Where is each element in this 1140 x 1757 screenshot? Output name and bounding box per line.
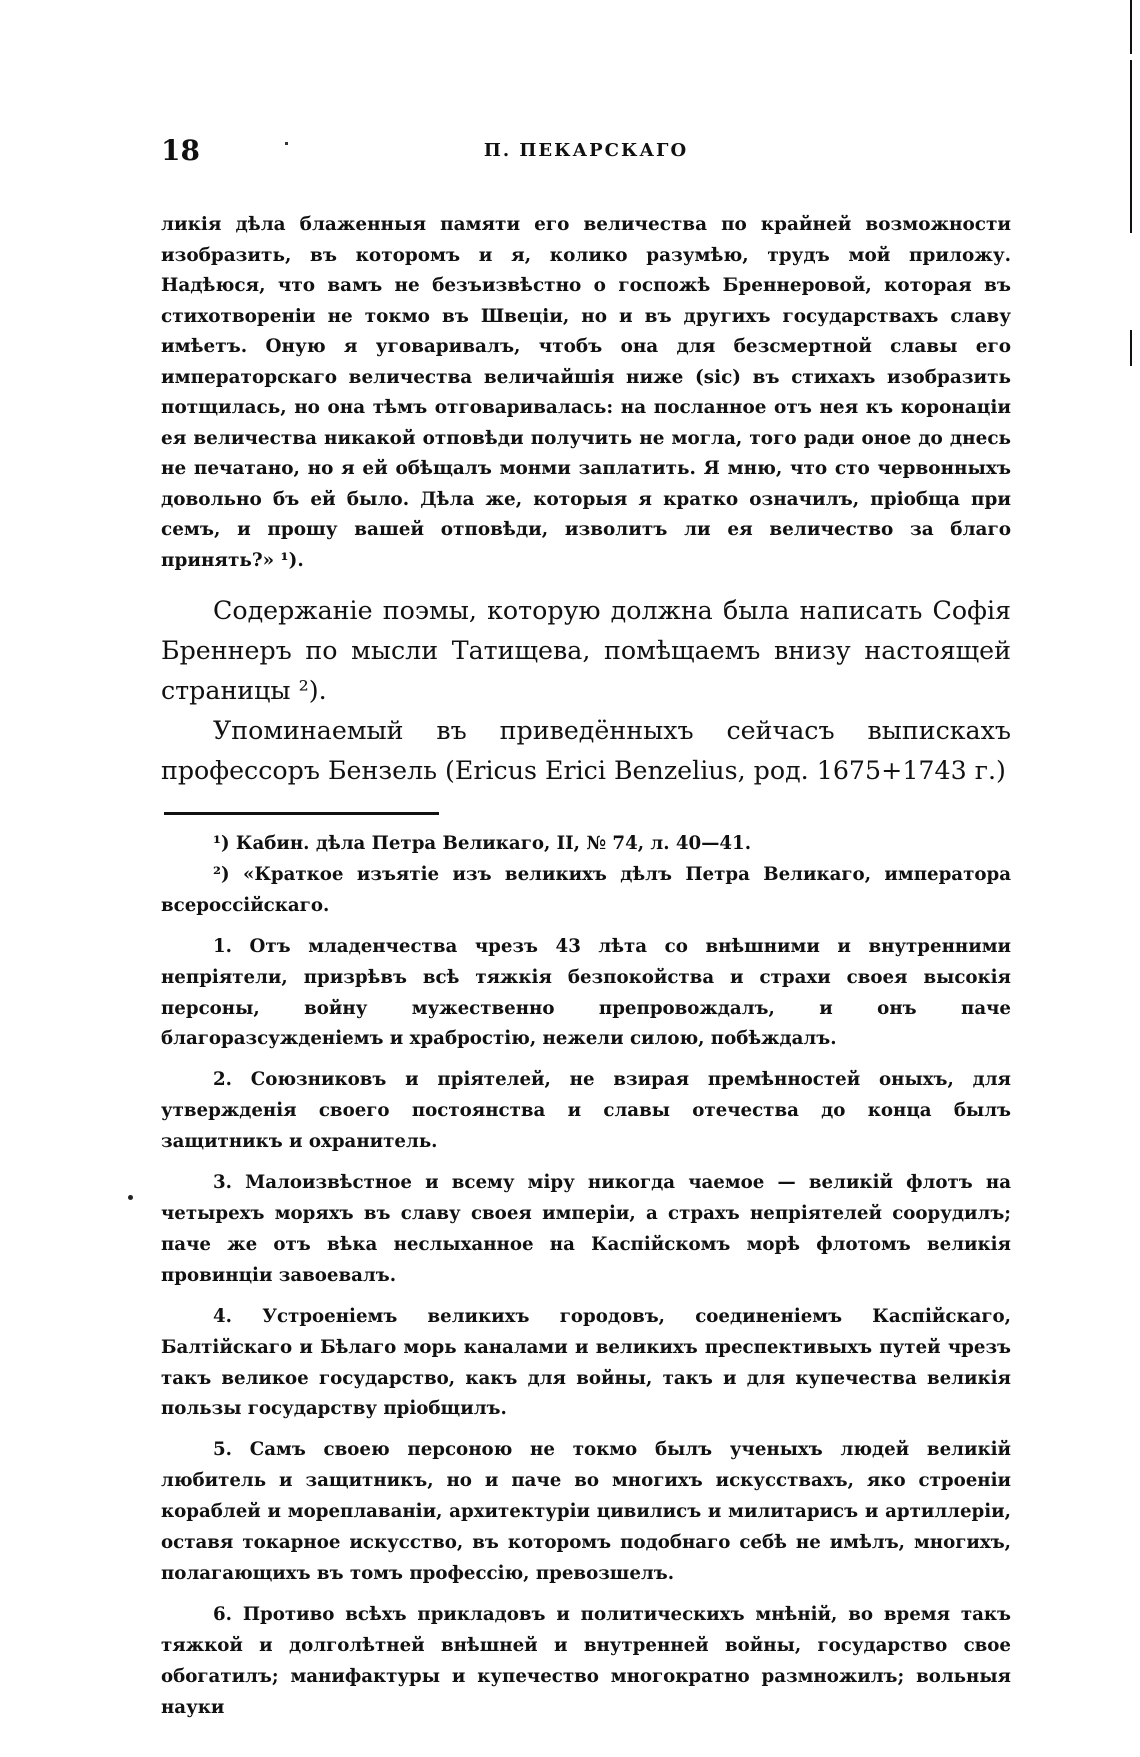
footnote-item-4: 4. Устроеніемъ великихъ городовъ, соединеніемъ Каспійскаго, Балтійскаго и Бѣлаго морь каналами и великихъ преспективыхъ путей чрезъ такъ великое государство, какъ для войны, такъ и для купечества великія пользы государству пріобщилъ.	[161, 1305, 1011, 1420]
scan-edge-line	[1130, 60, 1132, 233]
footnote-item-1: 1. Отъ младенчества чрезъ 43 лѣта со внѣшними и внутренними непріятели, призрѣвъ всѣ тяжкія безпокойства и страхи своея высокія персоны, войну мужественно препровождалъ, и онъ паче благоразсужденіемъ и храбростію, нежели силою, побѣждалъ.	[161, 935, 1011, 1050]
footnote-item-5: 5. Самъ своею персоною не токмо былъ ученыхъ людей великій любитель и защитникъ, но и паче во многихъ искусствахъ, яко строеніи кораблей и мореплаваніи, архитектуріи цивилисъ и милитарисъ и артиллеріи, оставя токарное искусство, въ которомъ подобнаго себѣ не имѣлъ, многихъ, полагающихъ въ томъ профессію, превозшелъ.	[161, 1439, 1011, 1584]
scan-speck	[128, 1195, 133, 1200]
scan-edge-line	[1130, 0, 1132, 54]
footnote-item-3: 3. Малоизвѣстное и всему міру никогда чаемое — великій флотъ на четырехъ моряхъ въ славу своея имперіи, а страхъ непріятелей соорудилъ; паче же отъ вѣка неслыханное на Каспійскомъ морѣ флотомъ великія провинціи завоевалъ.	[161, 1172, 1011, 1286]
main-text	[161, 591, 1011, 791]
quoted-letter-continuation	[161, 210, 1011, 576]
main-paragraph-1: Содержаніе поэмы, которую должна была написать Софія Бреннеръ по мысли Татищева, помѣщаемъ внизу настоящей страницы ²).	[161, 596, 1011, 705]
footnote-item-6: 6. Противо всѣхъ прикладовъ и политическихъ мнѣній, во время такъ тяжкой и долголѣтней внѣшней и внутренней войны, государство свое обогатилъ; манифактуры и купечество многократно размножилъ; вольныя науки	[161, 1603, 1011, 1718]
footnotes	[161, 829, 1011, 1723]
footnote-rule	[164, 812, 439, 815]
running-title: П. ПЕКАРСКАГО	[483, 140, 689, 161]
footnote-1: ¹) Кабин. дѣла Петра Великаго, II, № 74, л. 40—41.	[213, 833, 752, 854]
page-number: 18	[161, 134, 200, 167]
page-header	[161, 134, 1011, 176]
scan-edge-line	[1130, 330, 1132, 366]
footnote-2: ²) «Краткое изъятіе изъ великихъ дѣлъ Петра Великаго, императора всероссійскаго.	[161, 863, 1011, 916]
main-paragraph-2: Упоминаемый въ приведённыхъ сейчасъ выпискахъ профессоръ Бензель (Ericus Erici Benzelius, род. 1675+1743 г.)	[161, 716, 1011, 785]
quoted-letter-text: ликія дѣла блаженныя памяти его величества по крайней возможности изобразить, въ которомъ и я, колико разумѣю, трудъ мой приложу. Надѣюся, что вамъ не безъизвѣстно о госпожѣ Бреннеровой, которая въ стихотвореніи не токмо въ Швеціи, но и въ другихъ государствахъ славу имѣетъ. Оную я уговаривалъ, чтобъ она для безсмертной славы его императорскаго величества величайшія ниже (sic) въ стихахъ изобразить потщилась, но она тѣмъ отговаривалась: на посланное отъ нея къ коронаціи ея величества никакой отповѣди получить не могла, того ради оное до днесь не печатано, но я ей обѣщалъ монми заплатить. Я мню, что сто червонныхъ довольно бъ ей было. Дѣла же, которыя я кратко означилъ, пріобща при семъ, и прошу вашей отповѣди, изволитъ ли ея величество за благо принять?» ¹).	[161, 214, 1011, 571]
footnote-item-2: 2. Союзниковъ и пріятелей, не взирая премѣнностей оныхъ, для утвержденія своего постоянства и славы отечества до конца былъ защитникъ и охранитель.	[161, 1069, 1011, 1153]
